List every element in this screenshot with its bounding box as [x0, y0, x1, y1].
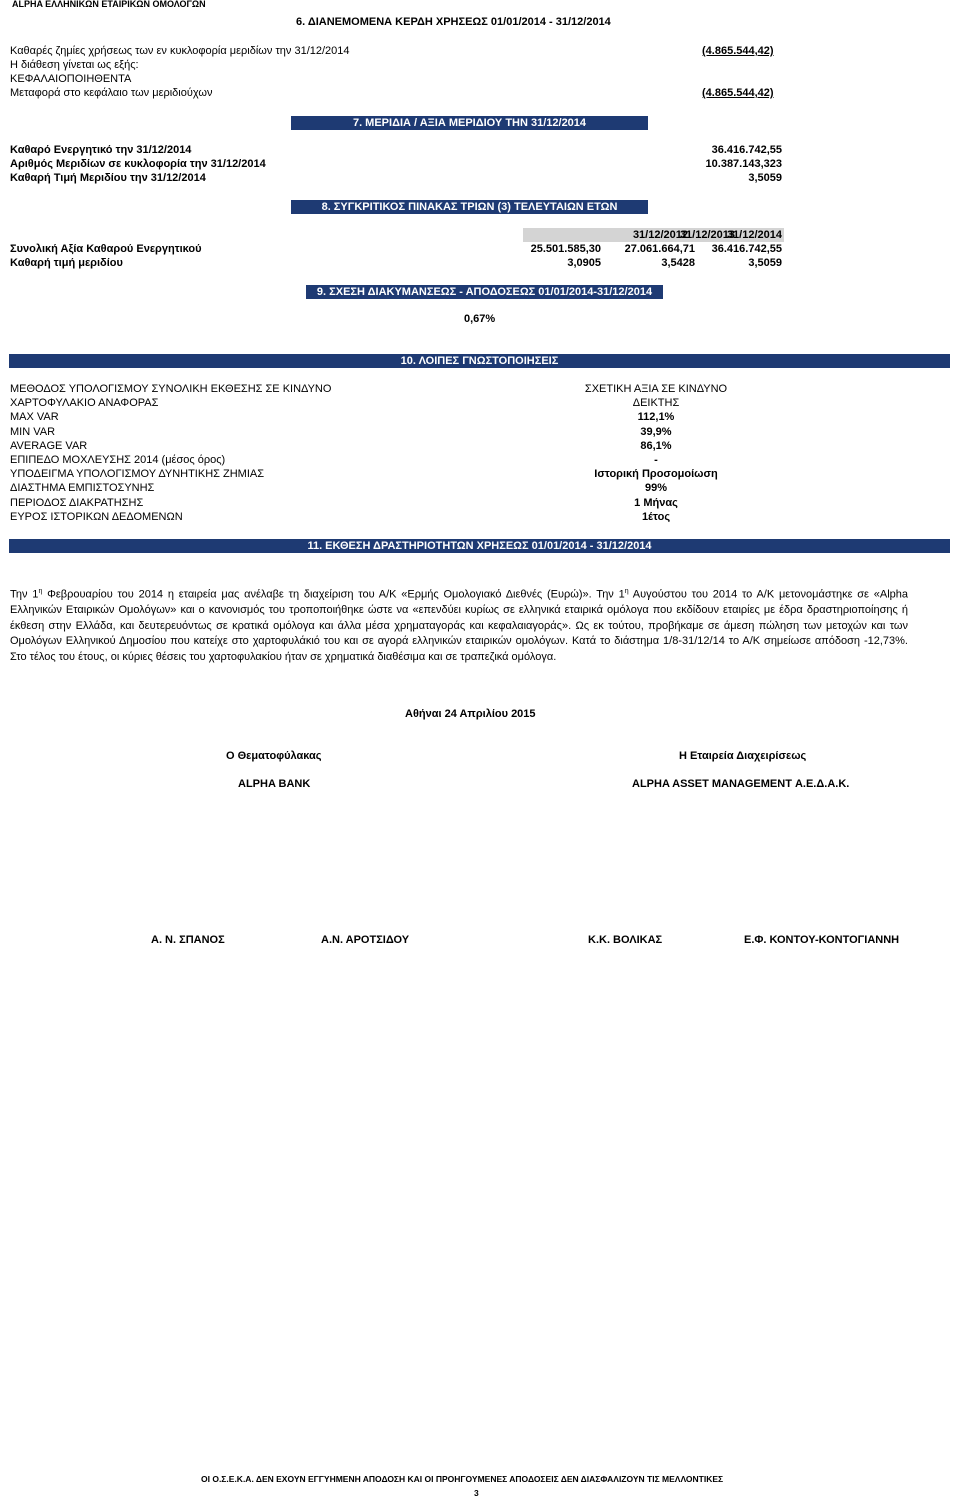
- s7-row0-label: Καθαρό Ενεργητικό την 31/12/2014: [10, 144, 192, 156]
- section6-title: 6. ΔΙΑΝΕΜΟΜΕΝΑ ΚΕΡΔΗ ΧΡΗΣΕΩΣ 01/01/2014 - 31/12/2014: [296, 16, 611, 28]
- s10-row-value: ΔΕΙΚΤΗΣ: [632, 397, 680, 410]
- left-role: Ο Θεματοφύλακας: [226, 750, 322, 762]
- s10-row-value: -: [654, 454, 658, 466]
- s11-paragraph: Την $1^\eta$ Φεβρουαρίου του 2014 η εταιρεία μας ανέλαβε τη διαχείριση του Α/Κ «Ερμής Ομολογιακό Διεθνές (Ευρώ)». Την $1^\eta$ Αυγούστου του 2014 το Α/Κ μετονομάστηκε σε «Alpha Ελληνικών Εταιρικών Ομολόγων» και ο κανονισμός του τροποποιήθηκε ώστε να «επενδύει κυρίως σε ελληνικά εταιρικά ομόλογα που εκδίδουν εταιρίες με έδρα δραστηριοποίησης ή έκθεση στην Ελλάδα, και δευτερευόντως σε κρατικά ομόλογα και άλλα μέσα χρηματαγοράς και κεφαλαιαγοράς». Ως εκ τούτου, προβήκαμε σε άμεση πώληση των μετοχών και των Ομολόγων Ελληνικού Δημοσίου που κατείχε στο χαρτοφυλάκιό του και σε αγορά ελληνικών εταιρικών ομολόγων. Κατά το διάστημα 1/8-31/12/14 το Α/Κ σημείωσε απόδοση -12,73%. Στο τέλος του έτους, οι κύριες θέσεις του χαρτοφυλακίου ήταν σε χρηματικά διαθέσιμα και σε τραπεζικά ομόλογα.: [10, 588, 908, 663]
- s8-row0-v2013: 27.061.664,71: [624, 243, 695, 255]
- s10-row-label: ΕΥΡΟΣ ΙΣΤΟΡΙΚΩΝ ΔΕΔΟΜΕΝΩΝ: [10, 510, 183, 523]
- s8-row0-v2014: 36.416.742,55: [711, 243, 782, 255]
- s7-row2-value: 3,5059: [748, 172, 782, 184]
- s7-row2-label: Καθαρή Τιμή Μεριδίου την 31/12/2014: [10, 172, 206, 184]
- s6-line3-label: ΚΕΦΑΛΑΙΟΠΟΙΗΘΕΝΤΑ: [10, 73, 132, 85]
- s10-row-value: ΣΧΕΤΙΚΗ ΑΞΙΑ ΣΕ ΚΙΝΔΥΝΟ: [584, 383, 728, 395]
- s10-row-label: MIN VAR: [10, 425, 56, 438]
- s10-row-value: 86,1%: [640, 439, 672, 452]
- section9-title: 9. ΣΧΕΣΗ ΔΙΑΚΥΜΑΝΣΕΩΣ - ΑΠΟΔΟΣΕΩΣ 01/01/2014-31/12/2014: [306, 285, 663, 299]
- fund-name: ALPHA ΕΛΛΗΝΙΚΩΝ ΕΤΑΙΡΙΚΩΝ ΟΜΟΛΟΓΩΝ: [12, 0, 206, 9]
- s10-row-label: AVERAGE VAR: [10, 439, 88, 452]
- section11-title: 11. ΕΚΘΕΣΗ ΔΡΑΣΤΗΡΙΟΤΗΤΩΝ ΧΡΗΣΕΩΣ 01/01/2014 - 31/12/2014: [9, 539, 950, 553]
- s8-col-2012: 31/12/2012: [632, 229, 688, 241]
- s8-row1-v2012: 3,0905: [567, 257, 601, 269]
- s10-row-value: Ιστορική Προσομοίωση: [594, 468, 718, 481]
- place-date: Αθήναι 24 Απριλίου 2015: [405, 708, 536, 720]
- s8-row1-label: Καθαρή τιμή μεριδίου: [10, 257, 123, 269]
- section8-title: 8. ΣΥΓΚΡΙΤΙΚΟΣ ΠΙΝΑΚΑΣ ΤΡΙΩΝ (3) ΤΕΛΕΥΤΑΙΩΝ ΕΤΩΝ: [291, 200, 648, 214]
- s10-row-label: MAX VAR: [10, 411, 59, 424]
- s6-line2-label: Η διάθεση γίνεται ως εξής:: [10, 59, 139, 71]
- s9-value: 0,67%: [464, 313, 496, 325]
- s6-line1-label: Καθαρές ζημίες χρήσεως των εν κυκλοφορία μεριδίων την 31/12/2014: [10, 45, 350, 57]
- s10-row-value: 1 Μήνας: [634, 496, 678, 509]
- s10-row-label: ΥΠΟΔΕΙΓΜΑ ΥΠΟΛΟΓΙΣΜΟΥ ΔΥΝΗΤΙΚΗΣ ΖΗΜΙΑΣ: [10, 468, 265, 481]
- signatory-4: Ε.Φ. ΚΟΝΤΟΥ-ΚΟΝΤΟΓΙΑΝΝΗ: [744, 934, 900, 946]
- s10-row-label: ΔΙΑΣΤΗΜΑ ΕΜΠΙΣΤΟΣΥΝΗΣ: [10, 482, 155, 495]
- s8-col-2013: 31/12/2013: [679, 229, 735, 241]
- s10-row-value: 112,1%: [637, 411, 675, 424]
- s6-line1-value: (4.865.544,42): [702, 45, 774, 57]
- signatory-2: Α.Ν. ΑΡΟΤΣΙΔΟΥ: [321, 934, 410, 946]
- right-org: ALPHA ASSET MANAGEMENT Α.Ε.Δ.Α.Κ.: [632, 778, 850, 790]
- s7-row1-label: Αριθμός Μεριδίων σε κυκλοφορία την 31/12/2014: [10, 158, 266, 170]
- s10-row-label: ΠΕΡΙΟΔΟΣ ΔΙΑΚΡΑΤΗΣΗΣ: [10, 496, 144, 509]
- s8-row1-v2014: 3,5059: [748, 257, 782, 269]
- right-role: Η Εταιρεία Διαχειρίσεως: [679, 750, 807, 762]
- s7-row0-value: 36.416.742,55: [711, 144, 782, 156]
- s10-row-value: 1έτος: [641, 510, 671, 523]
- s10-row-label: ΧΑΡΤΟΦΥΛΑΚΙΟ ΑΝΑΦΟΡΑΣ: [10, 397, 159, 410]
- s8-row1-v2013: 3,5428: [661, 257, 695, 269]
- section7-title: 7. ΜΕΡΙΔΙΑ / ΑΞΙΑ ΜΕΡΙΔΙΟΥ ΤΗΝ 31/12/2014: [291, 116, 648, 130]
- s8-row0-v2012: 25.501.585,30: [530, 243, 601, 255]
- s10-row-value: 99%: [644, 482, 668, 495]
- s8-row0-label: Συνολική Αξία Καθαρού Ενεργητικού: [10, 243, 202, 255]
- s7-row1-value: 10.387.143,323: [705, 158, 782, 170]
- page-number: 3: [474, 1488, 479, 1498]
- s6-line4-label: Μεταφορά στο κεφάλαιο των μεριδιούχων: [10, 87, 213, 99]
- s10-row-value: 39,9%: [640, 425, 672, 438]
- s8-col-2014: 31/12/2014: [726, 229, 782, 241]
- signatory-1: Α. Ν. ΣΠΑΝΟΣ: [151, 934, 225, 946]
- section10-title: 10. ΛΟΙΠΕΣ ΓΝΩΣΤΟΠΟΙΗΣΕΙΣ: [9, 354, 950, 368]
- signatory-3: Κ.Κ. ΒΟΛΙΚΑΣ: [588, 934, 663, 946]
- left-org: ALPHA BANK: [238, 778, 311, 790]
- s10-row-label: ΜΕΘΟΔΟΣ ΥΠΟΛΟΓΙΣΜΟΥ ΣΥΝΟΛΙΚΗ ΕΚΘΕΣΗΣ ΣΕ ΚΙΝΔΥΝΟ: [10, 383, 332, 395]
- footer-disclaimer: ΟΙ Ο.Σ.Ε.Κ.Α. ΔΕΝ ΕΧΟΥΝ ΕΓΓΥΗΜΕΝΗ ΑΠΟΔΟΣΗ ΚΑΙ ΟΙ ΠΡΟΗΓΟΥΜΕΝΕΣ ΑΠΟΔΟΣΕΙΣ ΔΕΝ ΔΙΑΣΦΑΛΙΖΟΥΝ ΤΙΣ ΜΕΛΛΟΝΤΙΚΕΣ: [201, 1474, 724, 1484]
- s10-row-label: ΕΠΙΠΕΔΟ ΜΟΧΛΕΥΣΗΣ 2014 (μέσος όρος): [10, 454, 226, 466]
- s6-line4-value: (4.865.544,42): [702, 87, 774, 99]
